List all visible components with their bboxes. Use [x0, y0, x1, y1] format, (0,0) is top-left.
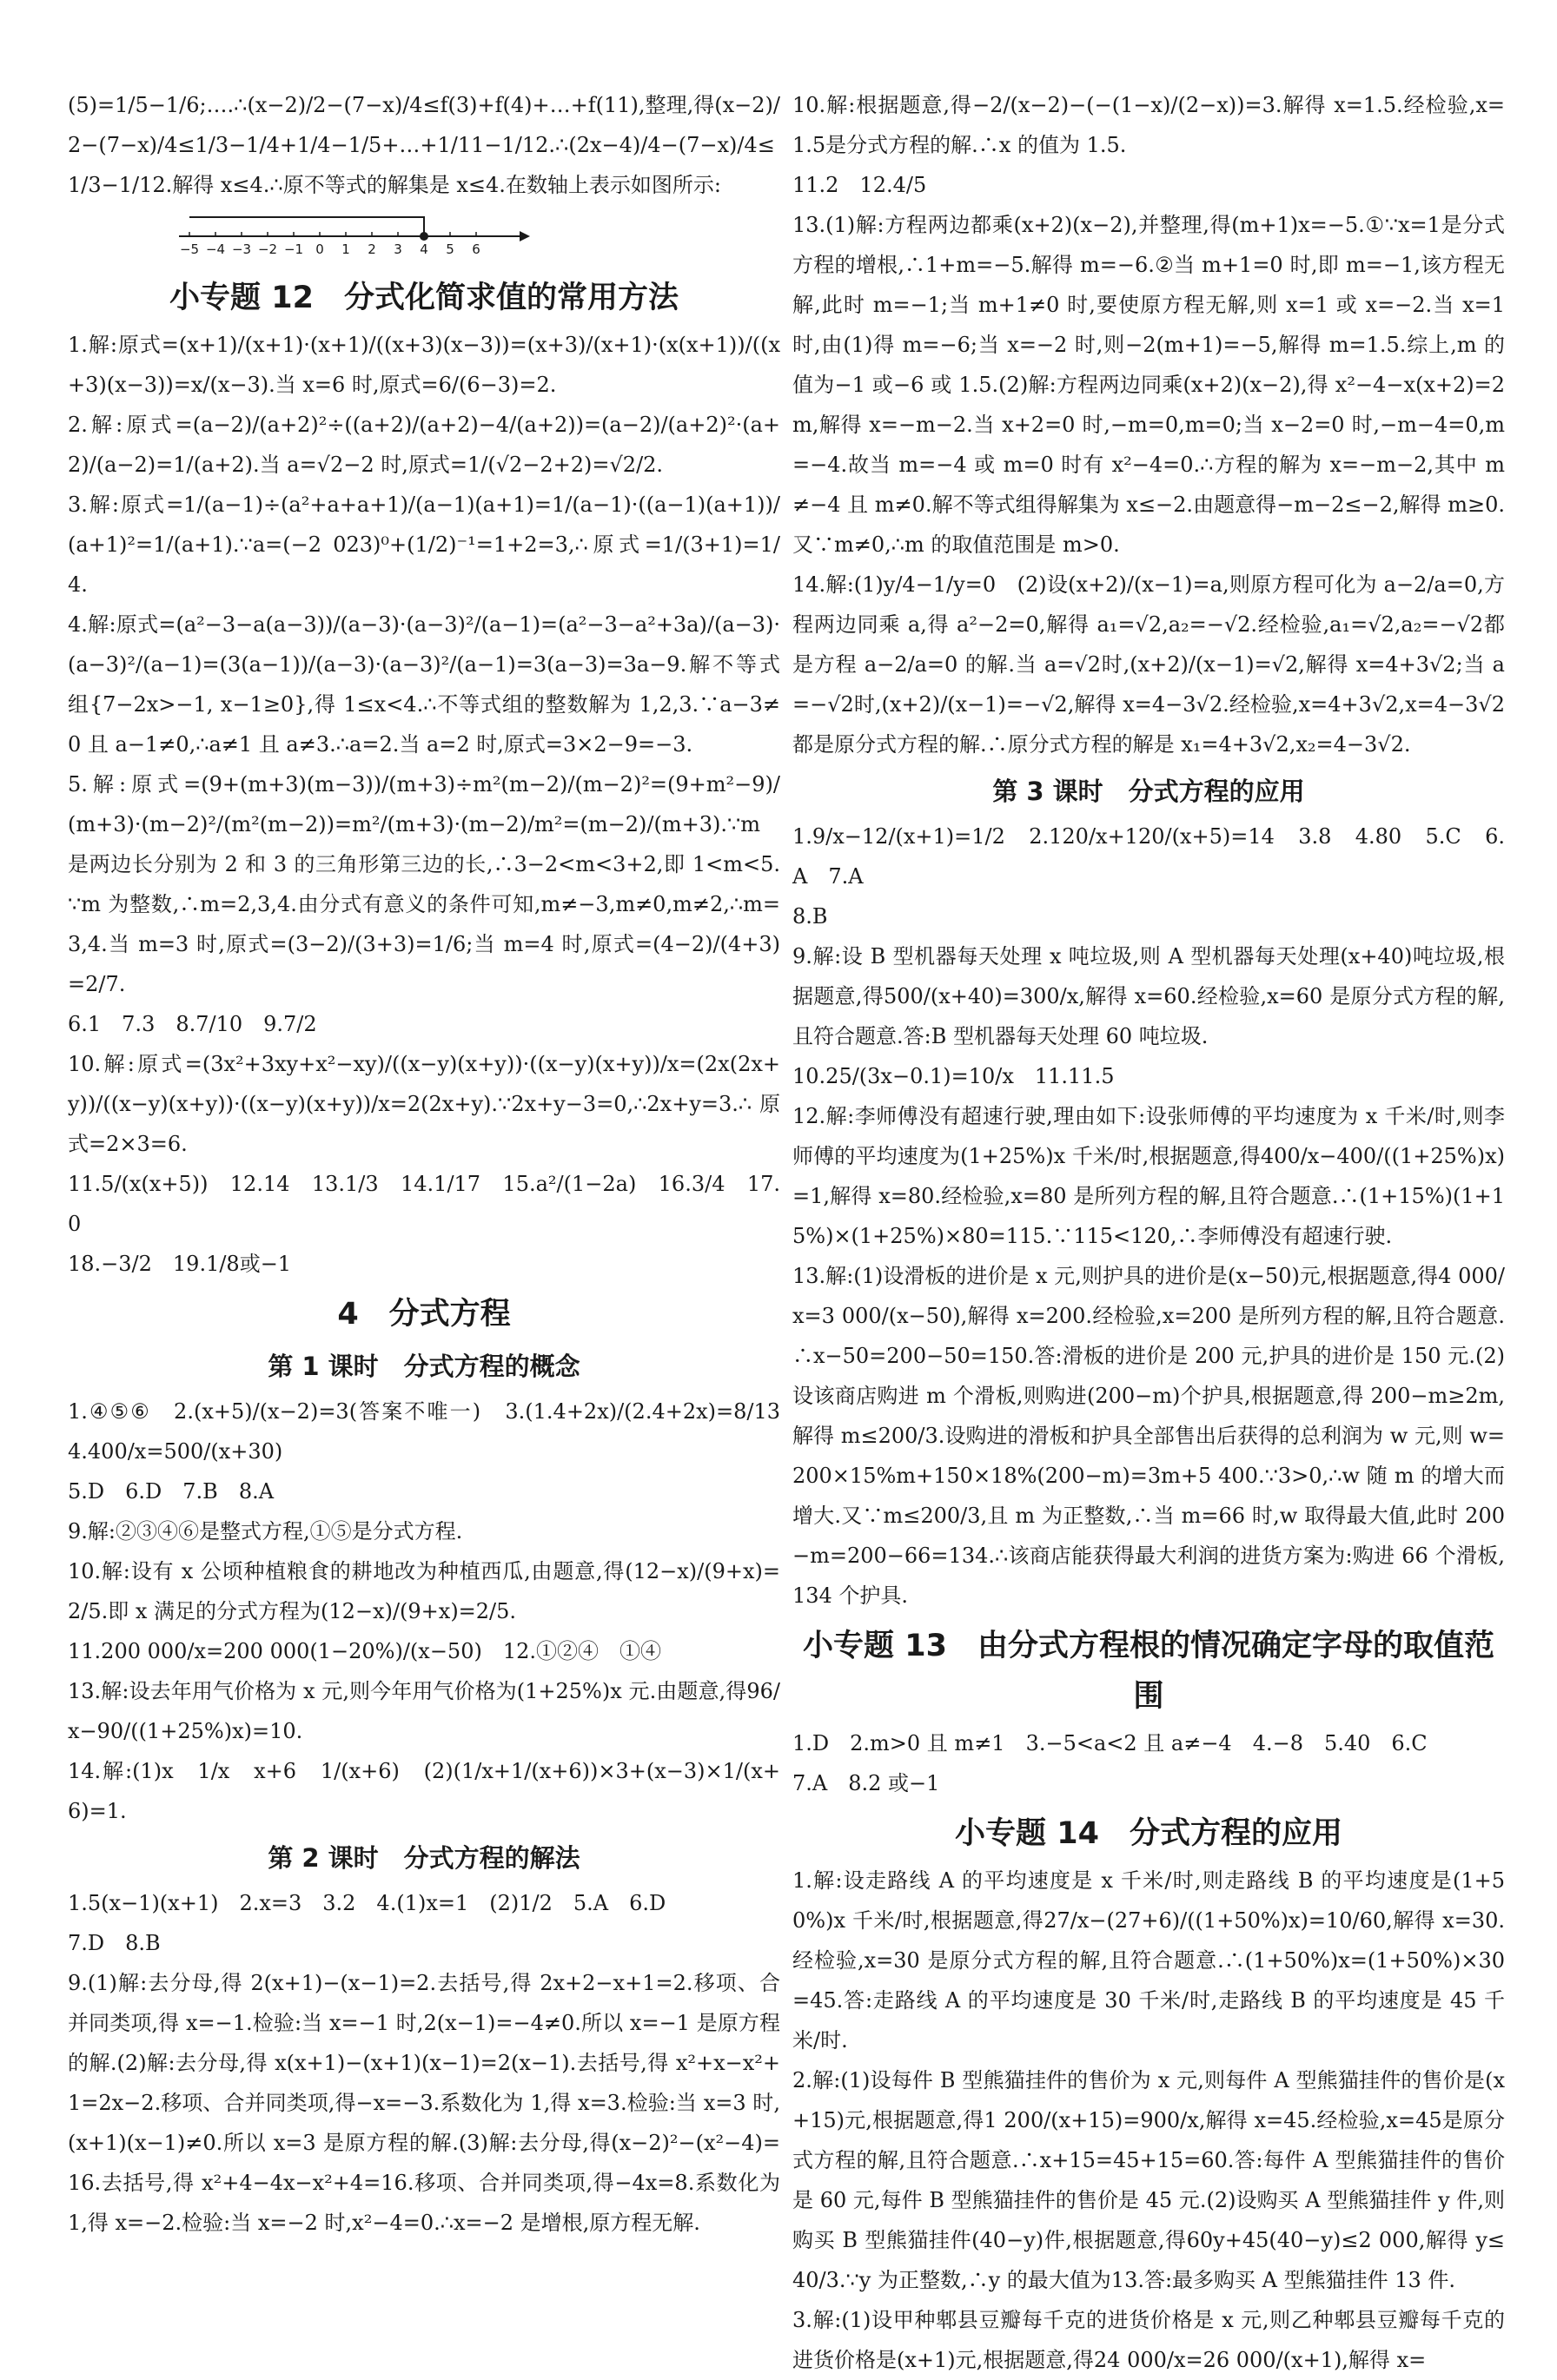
number-line-arrow: [520, 231, 530, 241]
section-heading: 4 分式方程: [337, 1297, 511, 1332]
number-line-tick-label: 1: [341, 241, 350, 257]
answer-item: 1.9/x−12/(x+1)=1/2 2.120/x+120/(x+5)=14 3.8 4.80 5.C 6.A 7.A: [792, 824, 1505, 889]
answer-item: 1.解:原式=(x+1)/(x+1)·(x+1)/((x+3)(x−3))=(x+3)/(x+1)·(x(x+1))/((x+3)(x−3))=x/(x−3).当 x=6 时,原式=6/(6−3)=2.: [68, 333, 780, 397]
answer-item: 14.解:(1)x 1/x x+6 1/(x+6) (2)(1/x+1/(x+6))×3+(x−3)×1/(x+6)=1.: [68, 1759, 780, 1823]
answer-item: 10.解:根据题意,得−2/(x−2)−(−(1−x)/(2−x))=3.解得 x=1.5.经检验,x=1.5是分式方程的解.∴x 的值为 1.5.: [792, 93, 1505, 157]
lesson-heading: 第 2 课时 分式方程的解法: [268, 1843, 580, 1873]
lesson-heading: 第 3 课时 分式方程的应用: [992, 777, 1305, 806]
answer-item: 10.解:原式=(3x²+3xy+x²−xy)/((x−y)(x+y))·((x−y)(x+y))/x=(2x(2x+y))/((x−y)(x+y))·((x−y)(x+y))/x=2(2x+y).∵2x+y−3=0,∴2x+y=3.∴原式=2×3=6.: [68, 1052, 780, 1156]
number-line-tick-label: −2: [257, 241, 278, 257]
solution-endpoint-dot: [420, 232, 428, 241]
answer-item: 1.5(x−1)(x+1) 2.x=3 3.2 4.(1)x=1 (2)1/2 5.A 6.D: [68, 1891, 666, 1915]
number-line-tick-label: 3: [394, 241, 402, 257]
answer-item: 13.解:(1)设滑板的进价是 x 元,则护具的进价是(x−50)元,根据题意,得4 000/x=3 000/(x−50),解得 x=200.经检验,x=200 是所列方程的解,且符合题意.∴x−50=200−50=150.答:滑板的进价是 200 元,护具的进价是 150 元.(2)设该商店购进 m 个滑板,则购进(200−m)个护具,根据题意,得 200−m≥2m,解得 m≤200/3.设购进的滑板和护具全部售出后获得的总利润为 w 元,则 w=200×15%m+150×18%(200−m)=3m+5 400.∵3>0,∴w 随 m 的增大而增大.又∵m≤200/3,且 m 为正整数,∴当 m=66 时,w 取得最大值,此时 200−m=200−66=134.∴该商店能获得最大利润的进货方案为:购进 66 个滑板,134 个护具.: [792, 1264, 1505, 1608]
left-column: [68, 85, 801, 2243]
answer-item: 2.解:原式=(a−2)/(a+2)²÷((a+2)/(a+2)−4/(a+2))=(a−2)/(a+2)²·(a+2)/(a−2)=1/(a+2).当 a=√2−2 时,原式=1/(√2−2+2)=√2/2.: [68, 413, 780, 477]
answer-item: 7.D 8.B: [68, 1931, 161, 1955]
answer-item: 2.解:(1)设每件 B 型熊猫挂件的售价为 x 元,则每件 A 型熊猫挂件的售价是(x+15)元,根据题意,得1 200/(x+15)=900/x,解得 x=45.经检验,x=45是原分式方程的解,且符合题意.∴x+15=45+15=60.答:每件 A 型熊猫挂件的售价是 60 元,每件 B 型熊猫挂件的售价是 45 元.(2)设购买 A 型熊猫挂件 y 件,则购买 B 型熊猫挂件(40−y)件,根据题意,得60y+45(40−y)≤2 000,解得 y≤40/3.∵y 为正整数,∴y 的最大值为13.答:最多购买 A 型熊猫挂件 13 件.: [792, 2068, 1505, 2292]
solution-range-line: [189, 217, 424, 236]
section-heading: 小专题 14 分式方程的应用: [955, 1816, 1342, 1851]
section-heading: 小专题 12 分式化简求值的常用方法: [169, 281, 679, 315]
answer-item: 1.④⑤⑥ 2.(x+5)/(x−2)=3(答案不唯一) 3.(1.4+2x)/(2.4+2x)=8/13 4.400/x=500/(x+30): [68, 1399, 801, 1464]
answer-item: 11.2 12.4/5: [792, 173, 927, 197]
answer-item: 12.解:李师傅没有超速行驶,理由如下:设张师傅的平均速度为 x 千米/时,则李师傅的平均速度为(1+25%)x 千米/时,根据题意,得400/x−400/((1+25%)x)=1,解得 x=80.经检验,x=80 是所列方程的解,且符合题意.∴(1+15%)(1+15%)×(1+25%)×80=115.∵115<120,∴李师傅没有超速行驶.: [792, 1104, 1505, 1248]
number-line-tick-label: −4: [205, 241, 226, 257]
section-heading: 小专题 13 由分式方程根的情况确定字母的取值范围: [803, 1629, 1494, 1714]
number-line-tick-label: 6: [472, 241, 480, 257]
answer-item: 13.解:设去年用气价格为 x 元,则今年用气价格为(1+25%)x 元.由题意,得96/x−90/((1+25%)x)=10.: [68, 1679, 780, 1743]
answer-item: 4.解:原式=(a²−3−a(a−3))/(a−3)·(a−3)²/(a−1)=(a²−3−a²+3a)/(a−3)·(a−3)²/(a−1)=(3(a−1))/(a−3)·(a−3)²/(a−1)=3(a−3)=3a−9.解不等式组{7−2x>−1, x−1≥0},得 1≤x<4.∴不等式组的整数解为 1,2,3.∵a−3≠0 且 a−1≠0,∴a≠1 且 a≠3.∴a=2.当 a=2 时,原式=3×2−9=−3.: [68, 612, 780, 757]
answer-item: 10.25/(3x−0.1)=10/x 11.11.5: [792, 1064, 1115, 1088]
answer-item: 7.A 8.2 或−1: [792, 1771, 940, 1795]
answer-item: 11.5/(x(x+5)) 12.14 13.1/3 14.1/17 15.a²/(1−2a) 16.3/4 17.0: [68, 1172, 780, 1236]
answer-item: 9.解:设 B 型机器每天处理 x 吨垃圾,则 A 型机器每天处理(x+40)吨垃圾,根据题意,得500/(x+40)=300/x,解得 x=60.经检验,x=60 是原分式方程的解,且符合题意.答:B 型机器每天处理 60 吨垃圾.: [792, 944, 1505, 1048]
number-line-tick-label: 0: [315, 241, 324, 257]
answer-item: 1.解:设走路线 A 的平均速度是 x 千米/时,则走路线 B 的平均速度是(1+50%)x 千米/时,根据题意,得27/x−(27+6)/((1+50%)x)=10/60,解得 x=30.经检验,x=30 是原分式方程的解,且符合题意.∴(1+50%)x=(1+50%)×30=45.答:走路线 A 的平均速度是 30 千米/时,走路线 B 的平均速度是 45 千米/时.: [792, 1868, 1505, 2053]
number-line-tick-label: 2: [368, 241, 376, 257]
answer-item: 6.1 7.3 8.7/10 9.7/2: [68, 1012, 317, 1036]
answer-item: 18.−3/2 19.1/8或−1: [68, 1252, 292, 1276]
answer-item: 9.(1)解:去分母,得 2(x+1)−(x−1)=2.去括号,得 2x+2−x+1=2.移项、合并同类项,得 x=−1.检验:当 x=−1 时,2(x−1)=−4≠0.所以 x=−1 是原方程的解.(2)解:去分母,得 x(x+1)−(x+1)(x−1)=2(x−1).去括号,得 x²+x−x²+1=2x−2.移项、合并同类项,得−x=−3.系数化为 1,得 x=3.检验:当 x=3 时,(x+1)(x−1)≠0.所以 x=3 是原方程的解.(3)解:去分母,得(x−2)²−(x²−4)=16.去括号,得 x²+4−4x−x²+4=16.移项、合并同类项,得−4x=8.系数化为 1,得 x=−2.检验:当 x=−2 时,x²−4=0.∴x=−2 是增根,原方程无解.: [68, 1971, 787, 2235]
answer-item: 9.解:②③④⑥是整式方程,①⑤是分式方程.: [68, 1519, 463, 1544]
number-line-tick-label: 5: [446, 241, 454, 257]
right-column: [792, 85, 1512, 2380]
number-line-tick-label: −5: [179, 241, 200, 257]
number-line-tick-label: −1: [283, 241, 304, 257]
answer-item: 3.解:原式=1/(a−1)÷(a²+a+a+1)/(a−1)(a+1)=1/(a−1)·((a−1)(a+1))/(a+1)²=1/(a+1).∵a=(−2 023)⁰+(1/2)⁻¹=1+2=3,∴原式=1/(3+1)=1/4.: [68, 493, 780, 597]
answer-item: 3.解:(1)设甲种郫县豆瓣每千克的进货价格是 x 元,则乙种郫县豆瓣每千克的进货价格是(x+1)元,根据题意,得24 000/x=26 000/(x+1),解得 x=: [792, 2308, 1505, 2372]
number-line-tick-label: 4: [420, 241, 428, 257]
answer-item: 1.D 2.m>0 且 m≠1 3.−5<a<2 且 a≠−4 4.−8 5.40 6.C: [792, 1731, 1428, 1755]
number-line: [172, 210, 537, 266]
lesson-heading: 第 1 课时 分式方程的概念: [268, 1352, 580, 1381]
answer-item: 5.D 6.D 7.B 8.A: [68, 1479, 275, 1504]
answer-item: (5)=1/5−1/6;….∴(x−2)/2−(7−x)/4≤f(3)+f(4)+…+f(11),整理,得(x−2)/2−(7−x)/4≤1/3−1/4+1/4−1/5+…+1/11−1/12.∴(2x−4)/4−(7−x)/4≤1/3−1/12.解得 x≤4.∴原不等式的解集是 x≤4.在数轴上表示如图所示:: [68, 93, 780, 197]
answer-item: 8.B: [792, 904, 828, 929]
answer-item: 13.(1)解:方程两边都乘(x+2)(x−2),并整理,得(m+1)x=−5.①∵x=1是分式方程的增根,∴1+m=−5.解得 m=−6.②当 m+1=0 时,即 m=−1,该方程无解,此时 m=−1;当 m+1≠0 时,要使原方程无解,则 x=1 或 x=−2.当 x=1 时,由(1)得 m=−6;当 x=−2 时,则−2(m+1)=−5,解得 m=1.5.综上,m 的值为−1 或−6 或 1.5.(2)解:方程两边同乘(x+2)(x−2),得 x²−4−x(x+2)=2m,解得 x=−m−2.当 x+2=0 时,−m=0,m=0;当 x−2=0 时,−m−4=0,m=−4.故当 m=−4 或 m=0 时有 x²−4=0.∴方程的解为 x=−m−2,其中 m≠−4 且 m≠0.解不等式组得解集为 x≤−2.由题意得−m−2≤−2,解得 m≥0.又∵m≠0,∴m 的取值范围是 m>0.: [792, 213, 1512, 557]
answer-item: 11.200 000/x=200 000(1−20%)/(x−50) 12.①②④ ①④: [68, 1639, 662, 1663]
answer-item: 14.解:(1)y/4−1/y=0 (2)设(x+2)/(x−1)=a,则原方程可化为 a−2/a=0,方程两边同乘 a,得 a²−2=0,解得 a₁=√2,a₂=−√2.经检验,a₁=√2,a₂=−√2都是方程 a−2/a=0 的解.当 a=√2时,(x+2)/(x−1)=√2,解得 x=4+3√2;当 a=−√2时,(x+2)/(x−1)=−√2,解得 x=4−3√2.经检验,x=4+3√2,x=4−3√2都是原分式方程的解.∴原分式方程的解是 x₁=4+3√2,x₂=4−3√2.: [792, 572, 1505, 757]
number-line-tick-label: −3: [231, 241, 252, 257]
answer-item: 5.解:原式=(9+(m+3)(m−3))/(m+3)÷m²(m−2)/(m−2)²=(9+m²−9)/(m+3)·(m−2)²/(m²(m−2))=m²/(m+3)·(m−2)/m²=(m−2)/(m+3).∵m 是两边长分别为 2 和 3 的三角形第三边的长,∴3−2<m<3+2,即 1<m<5.∵m 为整数,∴m=2,3,4.由分式有意义的条件可知,m≠−3,m≠0,m≠2,∴m=3,4.当 m=3 时,原式=(3−2)/(3+3)=1/6;当 m=4 时,原式=(4−2)/(4+3)=2/7.: [68, 772, 780, 996]
answer-item: 10.解:设有 x 公顷种植粮食的耕地改为种植西瓜,由题意,得(12−x)/(9+x)=2/5.即 x 满足的分式方程为(12−x)/(9+x)=2/5.: [68, 1559, 780, 1623]
